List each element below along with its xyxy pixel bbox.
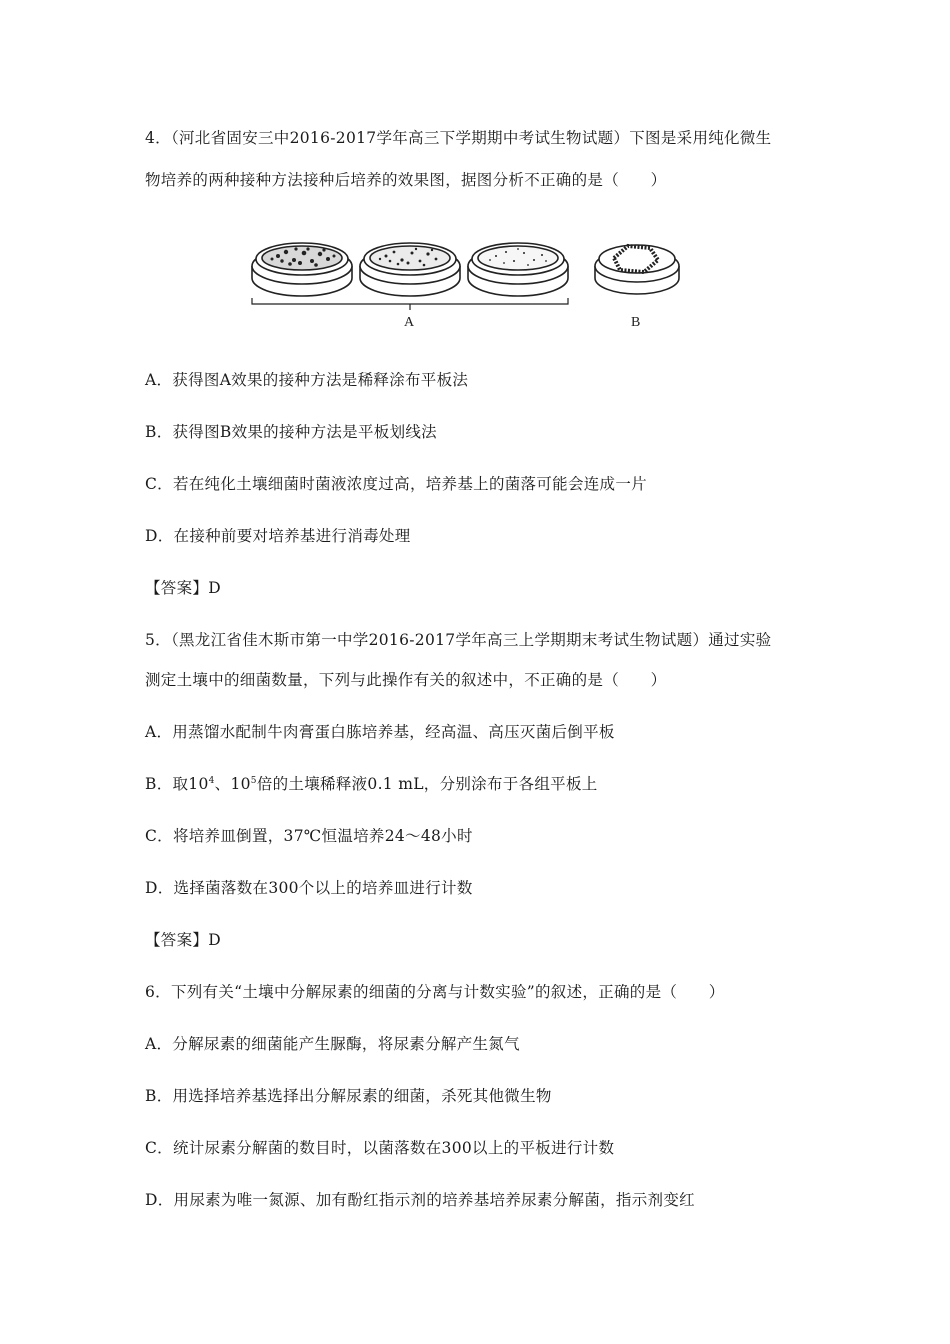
figure-label-b: B [631,315,641,330]
q5-stem-line2: 测定土壤中的细菌数量，下列与此操作有关的叙述中，不正确的是（ ） [145,671,667,689]
figure-label-a: A [404,315,415,330]
bracket-a [252,298,568,310]
q5-option-b-sup1: 4 [208,776,215,786]
q4-stem-line1: 4．（河北省固安三中2016-2017学年高三下学期期中考试生物试题）下图是采用纯化微生 [145,129,772,147]
petri-dish-a1 [252,243,352,296]
q5-stem-line1: 5．（黑龙江省佳木斯市第一中学2016-2017学年高三上学期期末考试生物试题）通过实验 [145,631,772,649]
petri-dish-a3 [468,243,568,296]
petri-dish-a2 [360,243,460,296]
q4-option-d: D．在接种前要对培养基进行消毒处理 [145,527,411,545]
q5-option-d: D．选择菌落数在300个以上的培养皿进行计数 [145,879,473,897]
q5-option-b-sup2: 5 [250,776,257,786]
q4-option-b: B．获得图B效果的接种方法是平板划线法 [145,423,437,441]
q5-option-b-suffix: 倍的土壤稀释液0.1 mL，分别涂布于各组平板上 [256,775,598,793]
q4-option-a: A．获得图A效果的接种方法是稀释涂布平板法 [145,371,469,389]
q6-stem: 6．下列有关“土壤中分解尿素的细菌的分离与计数实验”的叙述，正确的是（ ） [145,983,725,1001]
q4-option-c: C．若在纯化土壤细菌时菌液浓度过高，培养基上的菌落可能会连成一片 [145,475,647,493]
q5-answer: 【答案】D [145,931,221,949]
q5-option-b [145,774,598,794]
q5-option-b-prefix: B．取10 [145,775,209,793]
q6-option-a: A．分解尿素的细菌能产生脲酶，将尿素分解产生氮气 [145,1035,520,1053]
q4-answer: 【答案】D [145,579,221,597]
q5-option-a: A．用蒸馏水配制牛肉膏蛋白胨培养基，经高温、高压灭菌后倒平板 [145,723,615,741]
q4-stem-line2: 物培养的两种接种方法接种后培养的效果图，据图分析不正确的是（ ） [145,171,667,189]
q5-option-b-mid: 、10 [214,775,251,793]
petri-dish-figure [248,228,688,333]
q6-option-b: B．用选择培养基选择出分解尿素的细菌，杀死其他微生物 [145,1087,552,1105]
q6-option-d: D．用尿素为唯一氮源、加有酚红指示剂的培养基培养尿素分解菌，指示剂变红 [145,1191,695,1209]
q5-option-c: C．将培养皿倒置，37℃恒温培养24～48小时 [145,827,473,845]
q6-option-c: C．统计尿素分解菌的数目时，以菌落数在300以上的平板进行计数 [145,1139,615,1157]
